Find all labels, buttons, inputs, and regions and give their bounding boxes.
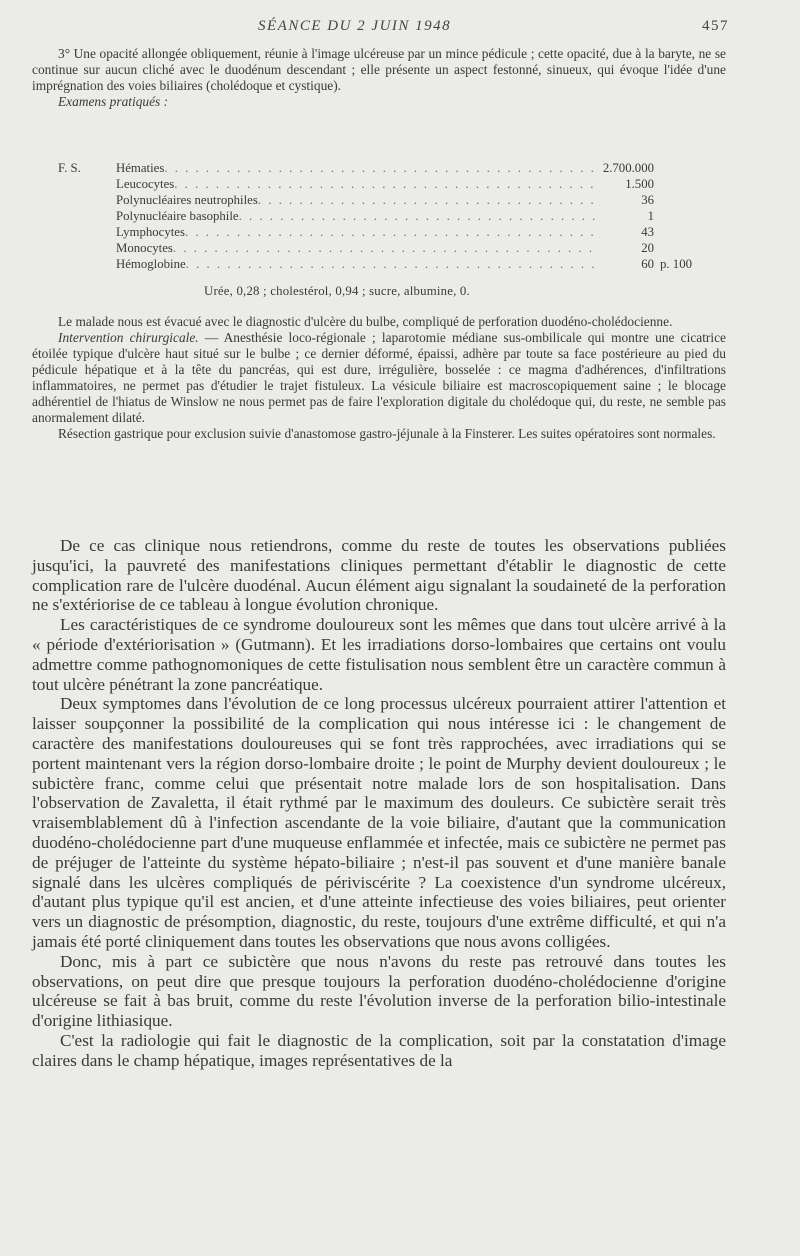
intervention-paragraph xyxy=(32,330,726,426)
intervention-label: Intervention chirurgicale. xyxy=(58,330,199,345)
case-description: 3° Une opacité allongée obliquement, réunie à l'image ulcéreuse par un mince pédicule ; cette opacité, due à la baryte, ne se continue sur aucun cliché avec le duodénum descendant ; elle présente un aspect festonné, sinueux, qui évoque l'idée d'une imprégnation des voies biliaires (cholédoque et cystique). xyxy=(32,46,726,93)
lab-row xyxy=(58,240,718,256)
lab-value: 60 xyxy=(641,257,654,271)
intervention-text: — Anesthésie loco-régionale ; laparotomie médiane sus-ombilicale qui montre une cicatrice étoilée typique d'ulcère haut situé sur le bulbe ; ce dernier déformé, épaissi, adhère par toute sa face postérieure au pied du pédicule hépatique et à la tête du pancréas, qui est dure, irrégulière, bosselée : ce magma d'adhérences, d'infiltrations inflammatoires, ne permet pas d'étudier le trajet fistuleux. La vésicule biliaire est macroscopiquement saine ; le blocage adhérentiel de l'hiatus de Winslow ne nous permet pas de faire l'exploration digitale du cholédoque qui, du reste, ne semble pas anormalement dilaté. xyxy=(32,330,726,425)
lab-row xyxy=(58,208,718,224)
lab-name: Polynucléaires neutrophiles xyxy=(116,193,258,207)
lab-unit: p. 100 xyxy=(660,257,692,271)
lab-value: 43 xyxy=(641,225,654,239)
exams-title: Examens pratiqués : xyxy=(58,94,169,109)
lab-name: Leucocytes xyxy=(116,177,175,191)
surgery-notes xyxy=(32,314,726,442)
chemistry-results: Urée, 0,28 ; cholestérol, 0,94 ; sucre, albumine, 0. xyxy=(204,284,470,298)
lab-name: Polynucléaire basophile xyxy=(116,209,239,223)
discussion-section xyxy=(32,536,726,1071)
evacuation-paragraph: Le malade nous est évacué avec le diagnostic d'ulcère du bulbe, compliqué de perforation duodéno-cholédocienne. xyxy=(58,314,673,329)
lab-row xyxy=(58,256,718,272)
lab-value: 20 xyxy=(641,241,654,255)
dot-leader xyxy=(185,224,596,240)
body-paragraph-3: Deux symptomes dans l'évolution de ce long processus ulcéreux pourraient attirer l'attention et laisser soupçonner la possibilité de la complication qui nous intéresse ici : le changement de caractère des manifestations douloureuses qui se font très rapprochées, avec irradiations qui se portent maintenant vers la région dorso-lombaire droite ; le point de Murphy devient douloureux ; le subictère franc, comme celui que présentait notre malade lors de son hospitalisation. Dans l'observation de Zavaletta, il était rythmé par le maximum des douleurs. Ce subictère serait très vraisemblablement dû à l'infection ascendante de la voie biliaire, d'autant que la communication duodéno-cholédocienne part d'une muqueuse enflammée et infectée, mais ce subictère ne permet pas de préjuger de l'atteinte du système hépato-biliaire ; n'est-il pas souvent et d'une manière banale signalé dans les ulcères compliqués de périviscérite ? La coexistence d'un syndrome ulcéreux, d'autant plus typique qu'il est ancien, et d'une atteinte infectieuse des voies biliaires, peut orienter vers un diagnostic de présomption, diagnostic, du reste, toujours d'une extrême difficulté, et qui n'a jamais été porté cliniquement dans toutes les observations que nous avons colligées. xyxy=(32,694,726,951)
lab-name: Lymphocytes xyxy=(116,225,185,239)
lab-row xyxy=(58,160,718,176)
body-paragraph-4: Donc, mis à part ce subictère que nous n'avons du reste pas retrouvé dans toutes les observations, on peut dire que presque toujours la perforation duodéno-cholédocienne d'origine ulcéreuse se fait à bas bruit, comme du reste l'évolution inverse de la perforation bilio-intestinale d'origine lithiasique. xyxy=(32,951,726,1031)
lab-name: Hématies xyxy=(116,161,165,175)
lab-value: 1 xyxy=(647,209,654,223)
lab-name: Hémoglobine xyxy=(116,257,186,271)
lab-value: 36 xyxy=(641,193,654,207)
running-title: SÉANCE DU 2 JUIN 1948 xyxy=(258,18,452,34)
body-paragraph-1: De ce cas clinique nous retiendrons, comme du reste de toutes les observations publiées jusqu'ici, la pauvreté des manifestations cliniques permettant d'établir le diagnostic de cette complication rare de l'ulcère duodénal. Aucun élément aigu signalant la soudaineté de la perforation ne s'extériorise de ce tableau à longue évolution chronique. xyxy=(32,536,726,615)
body-paragraph-5: C'est la radiologie qui fait le diagnostic de la complication, soit par la constatation d'image claires dans le champ hépatique, images représentatives de la xyxy=(32,1030,726,1070)
lab-row xyxy=(58,224,718,240)
dot-leader xyxy=(174,176,596,192)
page-number: 457 xyxy=(702,18,729,34)
dot-leader xyxy=(258,192,596,208)
lab-value: 1.500 xyxy=(625,177,654,191)
dot-leader xyxy=(186,256,596,272)
lab-name: Monocytes xyxy=(116,241,173,255)
lab-row xyxy=(58,176,718,192)
dot-leader xyxy=(164,160,596,176)
resection-paragraph: Résection gastrique pour exclusion suivie d'anastomose gastro-jéjunale à la Finsterer. Les suites opératoires sont normales. xyxy=(58,426,716,441)
blood-count-table xyxy=(58,160,718,272)
case-description-block xyxy=(32,46,726,110)
body-paragraph-2: Les caractéristiques de ce syndrome douloureux sont les mêmes que dans tout ulcère arrivé à la « période d'extériorisation » (Gutmann). Et les irradiations dorso-lombaires que certains ont voulu admettre comme pathognomoniques de cette fistulisation nous semblent être un caractère commun à tout ulcère pénétrant la zone pancréatique. xyxy=(32,615,726,694)
lab-value: 2.700.000 xyxy=(602,161,654,175)
lab-prefix: F. S. xyxy=(58,161,81,175)
lab-row xyxy=(58,192,718,208)
dot-leader xyxy=(173,240,596,256)
dot-leader xyxy=(239,208,596,224)
